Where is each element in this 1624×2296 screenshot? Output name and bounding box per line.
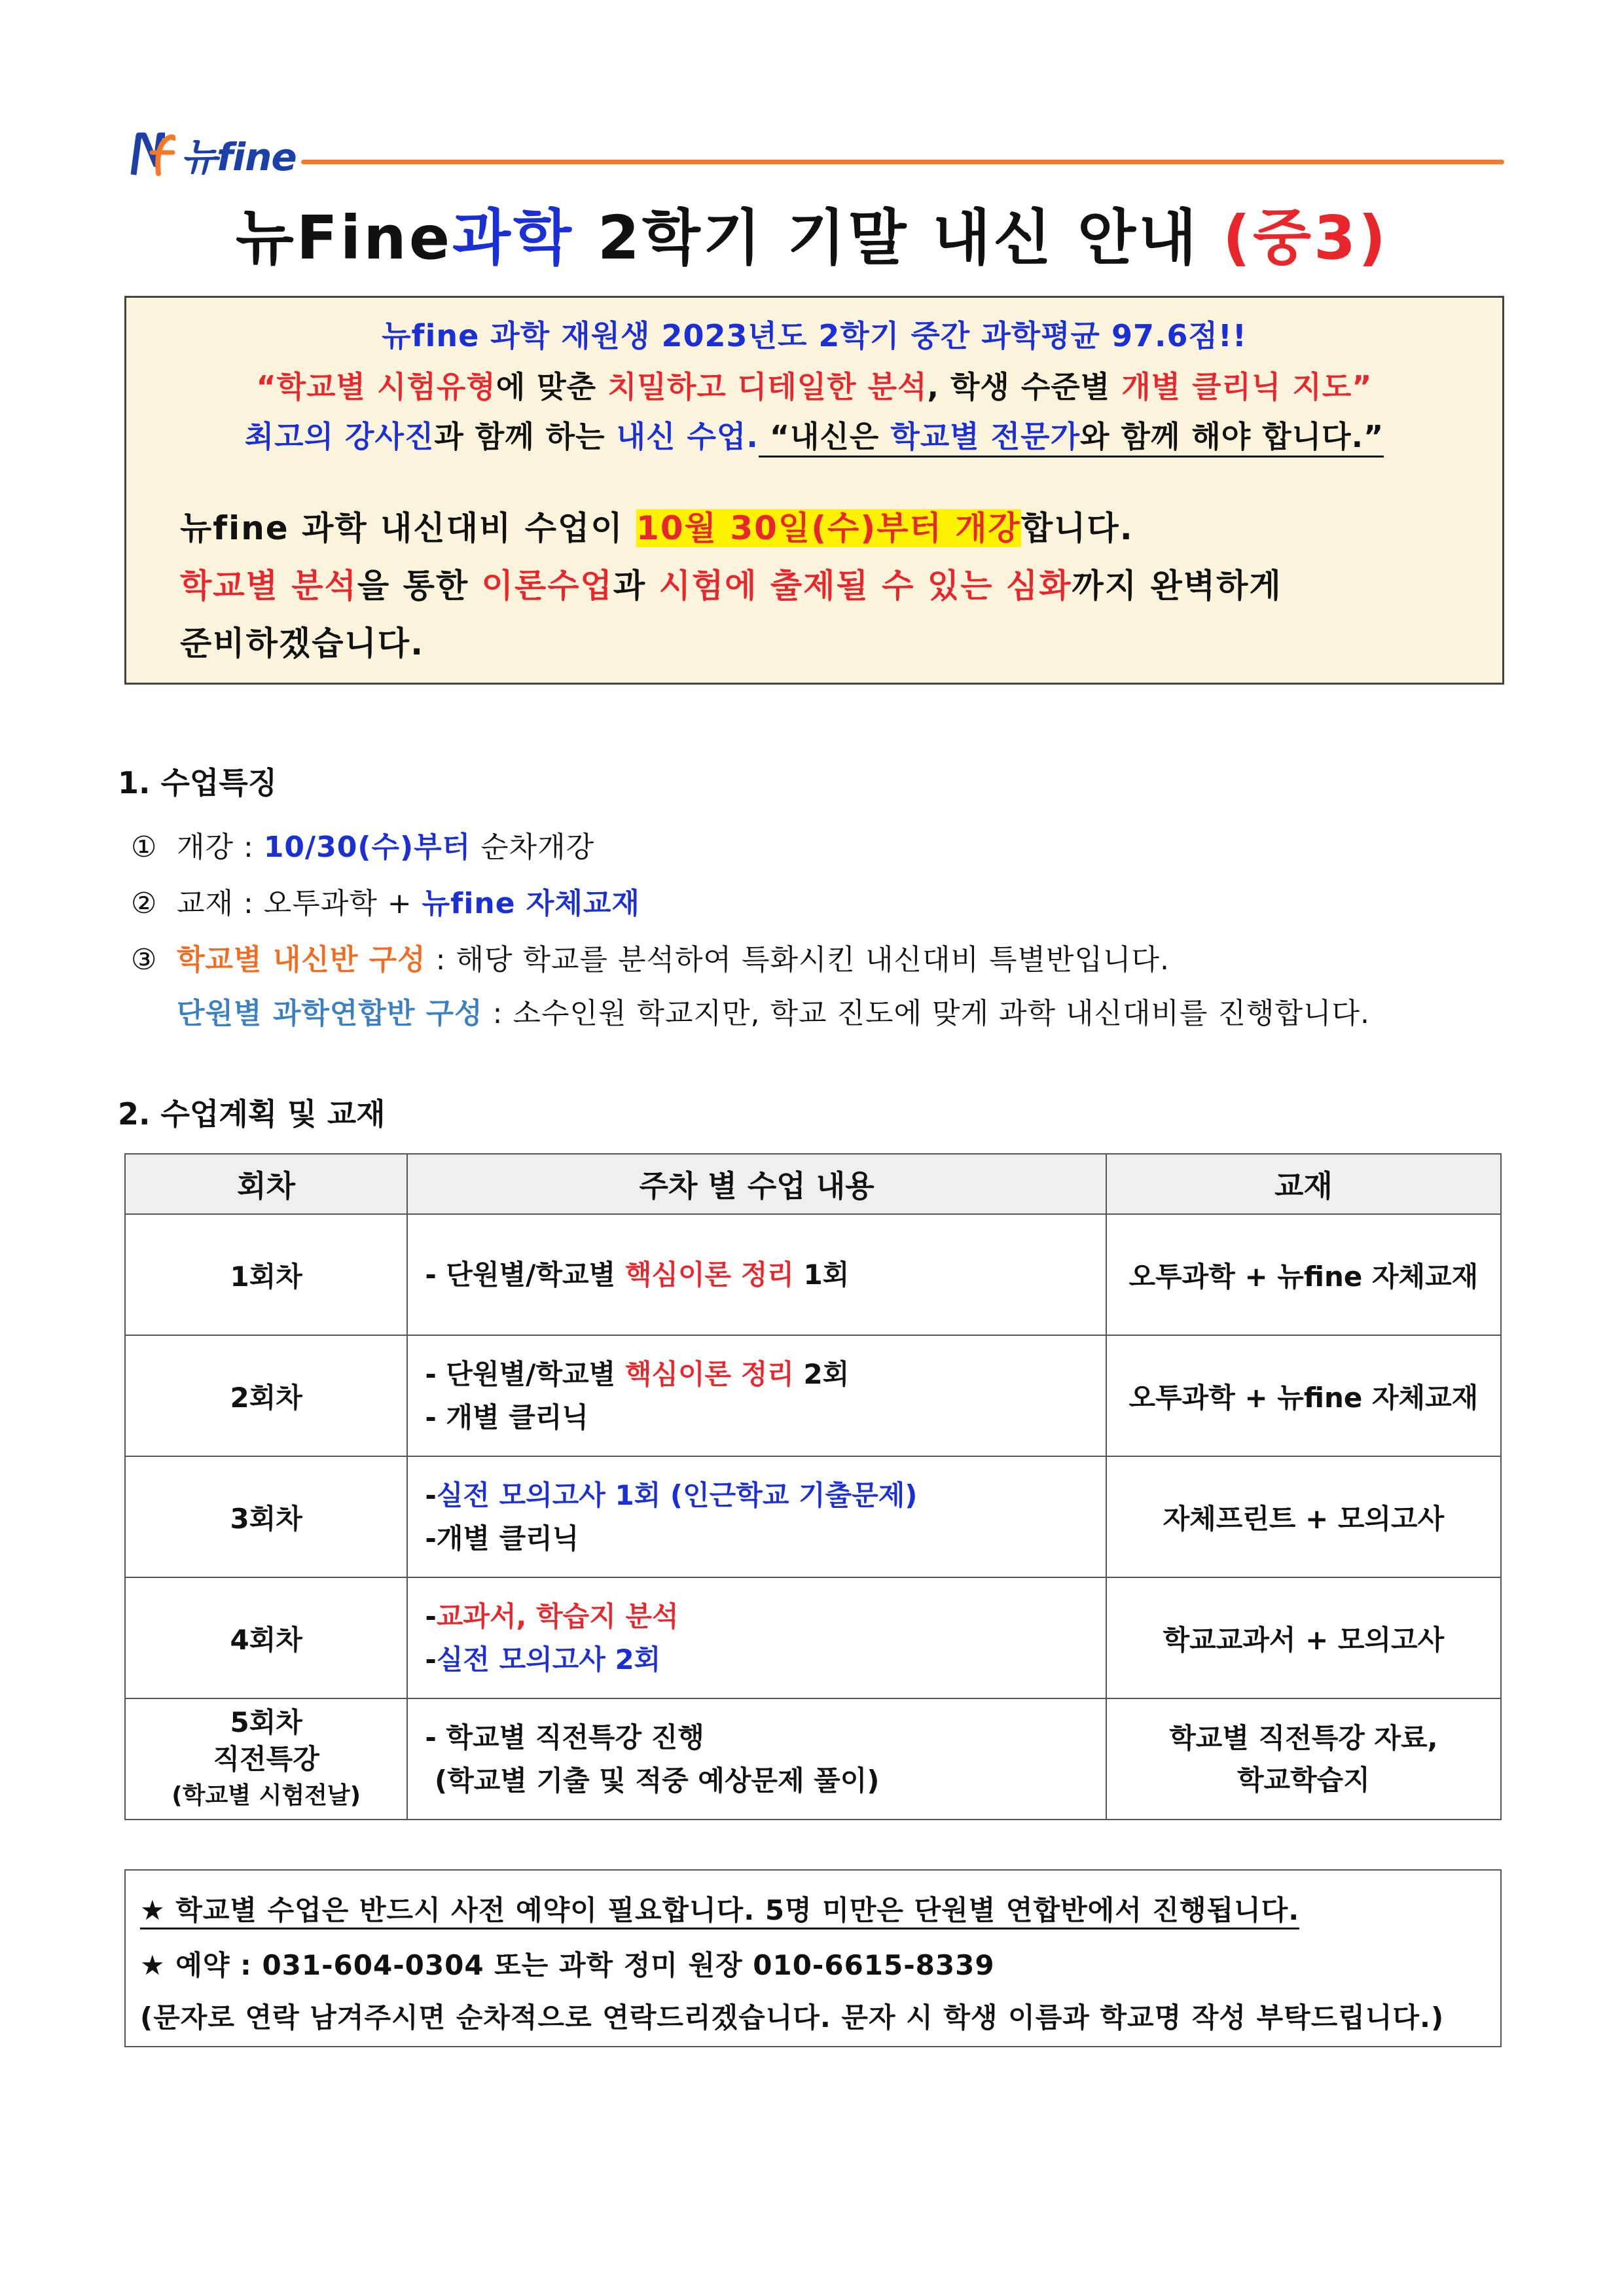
feature-text: 교재 : 오투과학 + — [177, 887, 422, 920]
cell-text: 교과서, 학습지 분석 — [436, 1600, 679, 1632]
feature-item-opening — [131, 823, 594, 865]
feature-text: 10/30(수)부터 — [263, 831, 471, 864]
title-main: 2학기 기말 내신 안내 — [573, 203, 1223, 273]
cell-text: 2회 — [793, 1357, 850, 1390]
round-cell: 2회차 — [125, 1335, 407, 1456]
title-subject: 과학 — [452, 203, 574, 273]
cell-text: -개별 클리닉 — [425, 1522, 579, 1554]
intro-text: 개별 클리닉 지도” — [1121, 369, 1373, 404]
intro-text: 시험에 출제될 수 있는 심화 — [659, 567, 1072, 605]
round-cell: 1회차 — [125, 1214, 407, 1335]
intro-analysis-line — [126, 363, 1502, 406]
intro-text: 과 함께 하는 — [434, 419, 617, 454]
cell-text: 직전특강 — [213, 1742, 319, 1775]
feature-text: 학교별 내신반 구성 — [177, 943, 426, 977]
start-date-highlight: 10월 30일(수)부터 개강 — [636, 509, 1021, 547]
table-row — [125, 1698, 1501, 1820]
list-number: ③ — [131, 943, 158, 977]
intro-text: 학교별 전문가 — [890, 419, 1081, 454]
book-cell: 자체프린트 + 모의고사 — [1106, 1456, 1501, 1577]
feature-text: 뉴fine 자체교재 — [422, 887, 640, 920]
cell-text: - 학교별 직전특강 진행 — [425, 1721, 704, 1753]
feature-text: : 소수인원 학교지만, 학교 진도에 맞게 과학 내신대비를 진행합니다. — [482, 997, 1370, 1030]
intro-text: 에 맞춘 — [496, 369, 608, 404]
intro-text: 내신 수업. — [616, 419, 759, 454]
intro-start-line — [180, 502, 1134, 549]
header-round: 회차 — [125, 1154, 407, 1214]
brand-logo — [130, 124, 297, 183]
cell-text: - — [425, 1479, 437, 1511]
book-cell: 오투과학 + 뉴fine 자체교재 — [1106, 1335, 1501, 1456]
round-cell: 3회차 — [125, 1456, 407, 1577]
logo-text: 뉴fine — [181, 135, 297, 179]
feature-item-textbook — [131, 880, 640, 922]
header-divider — [301, 160, 1504, 164]
intro-text: 이론수업 — [481, 567, 613, 605]
cell-text: - 개별 클리닉 — [425, 1401, 588, 1433]
book-cell: 학교교과서 + 모의고사 — [1106, 1577, 1501, 1698]
feature-text: 순차개강 — [471, 831, 595, 864]
feature-text: 개강 : — [177, 831, 264, 864]
cell-text: 학교별 직전특강 자료, — [1169, 1721, 1438, 1754]
feature-text: 단원별 과학연합반 구성 — [177, 997, 483, 1030]
table-row — [125, 1577, 1501, 1698]
round-cell — [125, 1698, 407, 1820]
notice-message-guide: (문자로 연락 남겨주시면 순차적으로 연락드리겠습니다. 문자 시 학생 이름과 학교명 작성 부탁드립니다.) — [140, 2001, 1445, 2034]
table-row — [125, 1456, 1501, 1577]
intro-score-line: 뉴fine 과학 재원생 2023년도 2학기 중간 과학평균 97.6점!! — [382, 318, 1247, 353]
header-content: 주차 별 수업 내용 — [407, 1154, 1106, 1214]
title-brand: 뉴Fine — [235, 203, 453, 273]
book-cell: 오투과학 + 뉴fine 자체교재 — [1106, 1214, 1501, 1335]
table-row — [125, 1214, 1501, 1335]
intro-text: “내신은 — [758, 419, 891, 454]
table-row — [125, 1335, 1501, 1456]
section-title-features: 1. 수업특징 — [118, 765, 278, 800]
intro-text: 와 함께 해야 합니다.” — [1080, 419, 1384, 454]
cell-text: 실전 모의고사 1회 (인근학교 기출문제) — [436, 1479, 918, 1511]
cell-text: 핵심이론 정리 — [624, 1258, 794, 1291]
header-book: 교재 — [1106, 1154, 1501, 1214]
intro-closing-line: 준비하겠습니다. — [180, 624, 425, 662]
title-grade: (중3) — [1223, 203, 1389, 273]
page-title — [0, 190, 1624, 276]
intro-box — [124, 296, 1504, 685]
book-cell — [1106, 1698, 1501, 1820]
intro-text: “학교별 시험유형 — [256, 369, 496, 404]
intro-text: 학교별 분석 — [180, 567, 357, 605]
notice-contact: ★ 예약 : 031-604-0304 또는 과학 정미 원장 010-6615-8339 — [140, 1949, 995, 1981]
cell-text: - 단원별/학교별 — [425, 1357, 625, 1390]
cell-text: - 단원별/학교별 — [425, 1258, 625, 1291]
cell-text: 핵심이론 정리 — [624, 1357, 794, 1390]
content-cell — [407, 1698, 1106, 1820]
cell-text: - — [425, 1600, 437, 1632]
content-cell — [407, 1335, 1106, 1456]
section-title-plan: 2. 수업계획 및 교재 — [118, 1096, 386, 1132]
intro-text: 을 통한 — [357, 567, 482, 605]
intro-text: 치밀하고 디테일한 분석 — [607, 369, 928, 404]
intro-text: , 학생 수준별 — [927, 369, 1122, 404]
notice-box — [124, 1869, 1502, 2047]
notice-reservation-rule — [140, 1889, 1299, 1928]
list-number: ① — [131, 831, 158, 864]
intro-text: 뉴fine 과학 내신대비 수업이 — [180, 509, 637, 547]
intro-teacher-line — [126, 413, 1502, 456]
feature-text: : 해당 학교를 분석하여 특화시킨 내신대비 특별반입니다. — [425, 943, 1170, 977]
content-cell — [407, 1214, 1106, 1335]
intro-text: 합니다. — [1020, 509, 1134, 547]
cell-text: 5회차 — [230, 1706, 302, 1738]
content-cell — [407, 1577, 1106, 1698]
feature-item-school-class — [131, 936, 1170, 978]
cell-text: 실전 모의고사 2회 — [436, 1643, 661, 1676]
cell-text: 학교학습지 — [1236, 1763, 1370, 1796]
cell-text: (학교별 기출 및 적중 예상문제 풀이) — [425, 1764, 880, 1797]
nf-logo-icon — [130, 128, 175, 180]
cell-text: 1회 — [793, 1258, 850, 1291]
plan-table — [124, 1153, 1502, 1820]
intro-text: 최고의 강사진 — [244, 419, 435, 454]
content-cell — [407, 1456, 1106, 1577]
intro-underlined-quote — [759, 419, 1384, 457]
intro-course-line — [180, 560, 1282, 607]
intro-text: 까지 완벽하게 — [1072, 567, 1282, 605]
list-number: ② — [131, 887, 158, 920]
cell-text: - — [425, 1643, 437, 1676]
cell-text: (학교별 시험전날) — [171, 1782, 361, 1809]
feature-item-unit-class — [177, 990, 1370, 1031]
round-cell: 4회차 — [125, 1577, 407, 1698]
intro-text: 과 — [613, 567, 659, 605]
notice-text: ★ 학교별 수업은 반드시 사전 예약이 필요합니다. 5명 미만은 단원별 연합반에서 진행됩니다. — [140, 1894, 1299, 1929]
table-header-row — [125, 1154, 1501, 1214]
